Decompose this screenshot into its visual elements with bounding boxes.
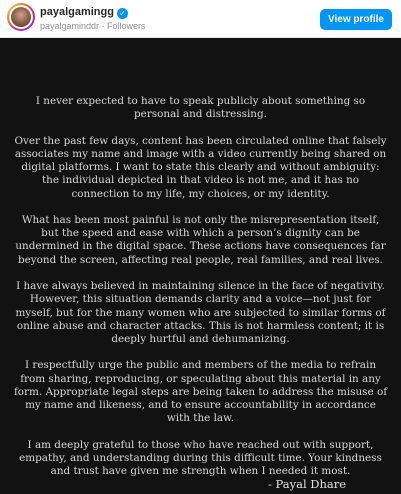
statement-paragraph-3: What has been most painful is not only the misrepresentation itself, but the speed and ease with which a person’s dignity can be undermined in the digital space. These actions have consequences far beyond the screen, affecting real people, real families, and real lives.: [15, 214, 386, 266]
statement-paragraph-6: I am deeply grateful to those who have reached out with support, empathy, and understanding during this difficult time. Your kindness and trust have given me strength when I needed it most.: [19, 438, 382, 478]
username-row[interactable]: [40, 6, 128, 19]
avatar-ring: [9, 5, 33, 29]
username[interactable]: payalgamingg: [40, 6, 114, 18]
statement-paragraph-2: Over the past few days, content has been circulated online that falsely associates my name and image with a video currently being shared on digital platforms. I want to state this clearly and without ambiguity: the individual depicted in that video is not me, and it has no connection to my life, my choices, or my identity.: [14, 134, 387, 200]
statement-paragraph-5: I respectfully urge the public and members of the media to refrain from sharing, reproducing, or speculating about this material in any form. Appropriate legal steps are being taken to address the misuse of my name and likeness, and to ensure accountability in accordance with the law.: [13, 359, 388, 425]
post-header: [0, 0, 401, 38]
profile-photo: [11, 7, 31, 27]
statement-paragraph-4: I have always believed in maintaining silence in the face of negativity. However, this situation demands clarity and a voice—not just for myself, but for the many women who are subjected to similar forms of online abuse and character attacks. This is not harmless content; it is deeply hurtful and dehumanizing.: [15, 280, 386, 345]
statement-paragraph-1: I never expected to have to speak publicly about something so personal and distressing.: [35, 95, 366, 121]
statement-text: [12, 95, 389, 492]
avatar[interactable]: [7, 3, 35, 31]
view-profile-button[interactable]: View profile: [320, 9, 392, 30]
profile-subtitle: payalgaminddr · Followers: [40, 21, 146, 31]
signature: - Payal Dhare: [268, 477, 347, 491]
verified-badge-icon: ✓: [117, 8, 128, 19]
post-image: [0, 38, 401, 494]
